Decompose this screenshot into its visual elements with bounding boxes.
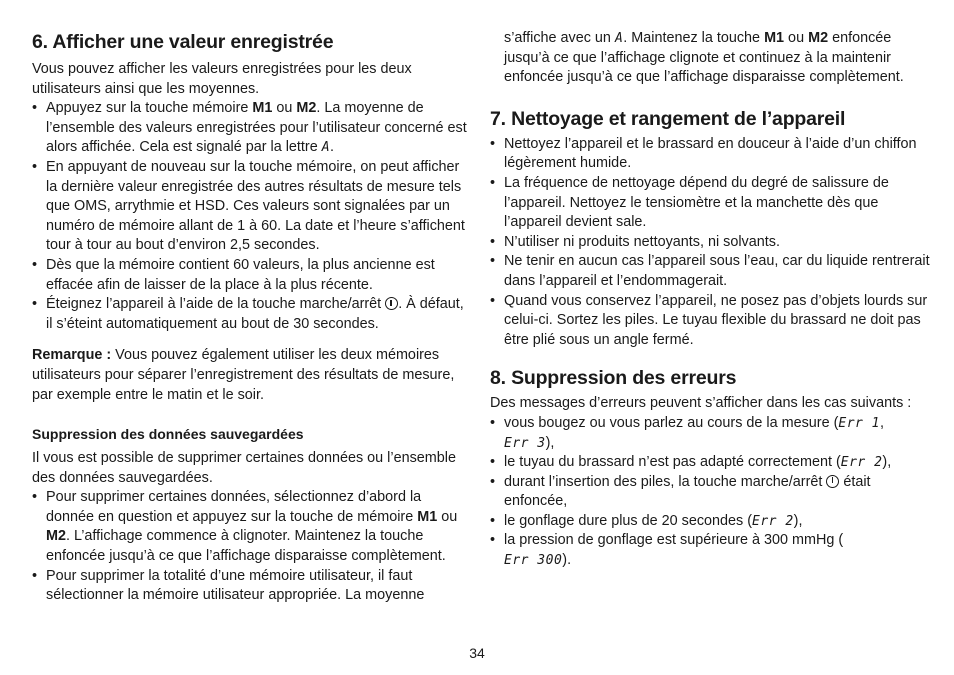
error-code: Err 2	[840, 455, 883, 471]
left-column	[32, 0, 472, 606]
list-item: • le gonflage dure plus de 20 secondes (Err 2),	[490, 512, 930, 532]
page-number: 34	[469, 645, 485, 661]
list-item: • durant l’insertion des piles, la touche marche/arrêt était enfoncée,	[490, 473, 930, 512]
list-item: • Pour supprimer la totalité d’une mémoire utilisateur, il faut sélectionner la mémoire utilisateur appropriée. La moyenne	[32, 567, 472, 606]
section-8-title: 8. Suppression des erreurs	[490, 367, 737, 390]
list-item: • Appuyez sur la touche mémoire M1 ou M2. La moyenne de l’ensemble des valeurs enregistrées pour l’utilisateur concerné est alors affichée. Cela est signalé par la lettre A.	[32, 99, 472, 158]
error-code: Err 1	[838, 415, 881, 431]
list-item: • Éteignez l’appareil à l’aide de la touche marche/arrêt . À défaut, il s’éteint automatiquement au bout de 30 secondes.	[32, 295, 472, 334]
remark: Remarque : Vous pouvez également utiliser les deux mémoires utilisateurs pour séparer l’enregistrement des résultats de mesure, par exemple entre le matin et le soir.	[32, 347, 455, 403]
section-8-list	[490, 414, 930, 571]
deletion-title: Suppression des données sauvegardées	[32, 426, 304, 443]
error-code: Err 2	[752, 513, 794, 529]
deletion-intro: Il vous est possible de supprimer certaines données ou l’ensemble des données sauvegardées.	[32, 450, 456, 486]
display-letter-a: A	[614, 31, 624, 46]
list-item: • vous bougez ou vous parlez au cours de la mesure (Err 1, Err 3),	[490, 414, 930, 453]
section-7-list	[490, 135, 930, 351]
section-8-intro: Des messages d’erreurs peuvent s’afficher dans les cas suivants :	[490, 395, 912, 412]
list-item: • En appuyant de nouveau sur la touche mémoire, on peut afficher la dernière valeur enregistrée des autres résultats de mesure tels que OMS, arrythmie et HSD. Ces valeurs sont signalées par un numéro de mémoire allant de 1 à 60. La date et l’heure s’affichent tour à tour au bout d’environ 2,5 secondes.	[32, 158, 472, 256]
list-item: • La fréquence de nettoyage dépend du degré de salissure de l’appareil. Nettoyez le tensiomètre et la manchette dès que l’appareil devient sale.	[490, 174, 930, 233]
power-icon	[826, 475, 839, 488]
list-item: • Nettoyez l’appareil et le brassard en douceur à l’aide d’un chiffon légèrement humide.	[490, 135, 930, 174]
list-item: • Quand vous conservez l’appareil, ne posez pas d’objets lourds sur celui-ci. Sortez les piles. Le tuyau flexible du brassard ne doit pas être plié sous un angle fermé.	[490, 292, 930, 351]
error-code: Err 3	[504, 435, 546, 451]
error-code: Err 300	[504, 553, 563, 569]
section-6-intro: Vous pouvez afficher les valeurs enregistrées pour les deux utilisateurs ainsi que les moyennes.	[32, 61, 412, 97]
display-letter-a: A	[321, 140, 331, 156]
list-item: • N’utiliser ni produits nettoyants, ni solvants.	[490, 233, 930, 253]
list-item: • la pression de gonflage est supérieure à 300 mmHg ( Err 300).	[490, 531, 930, 570]
list-item: • le tuyau du brassard n’est pas adapté correctement (Err 2),	[490, 453, 930, 473]
deletion-list	[32, 488, 472, 606]
continued-text: s’affiche avec un A. Maintenez la touche M1 ou M2 enfoncée jusqu’à ce que l’affichage clignote et continuez à la maintenir enfoncée jusqu’à ce que l’affichage disparaisse complètement.	[504, 30, 904, 86]
list-item: • Dès que la mémoire contient 60 valeurs, la plus ancienne est effacée afin de laisser de la place à la plus récente.	[32, 256, 472, 295]
list-item: • Pour supprimer certaines données, sélectionnez d’abord la donnée en question et appuyez sur la touche de mémoire M1 ou M2. L’affichage commence à clignoter. Maintenez la touche enfoncée jusqu’à ce que l’affichage disparaisse complètement.	[32, 488, 472, 566]
list-item: • Ne tenir en aucun cas l’appareil sous l’eau, car du liquide rentrerait dans l’appareil et l’endommagerait.	[490, 252, 930, 291]
right-column	[490, 0, 930, 571]
section-6-list	[32, 99, 472, 334]
section-7-title: 7. Nettoyage et rangement de l’appareil	[490, 107, 846, 130]
power-icon	[385, 297, 398, 310]
section-6-title: 6. Afficher une valeur enregistrée	[32, 31, 334, 53]
